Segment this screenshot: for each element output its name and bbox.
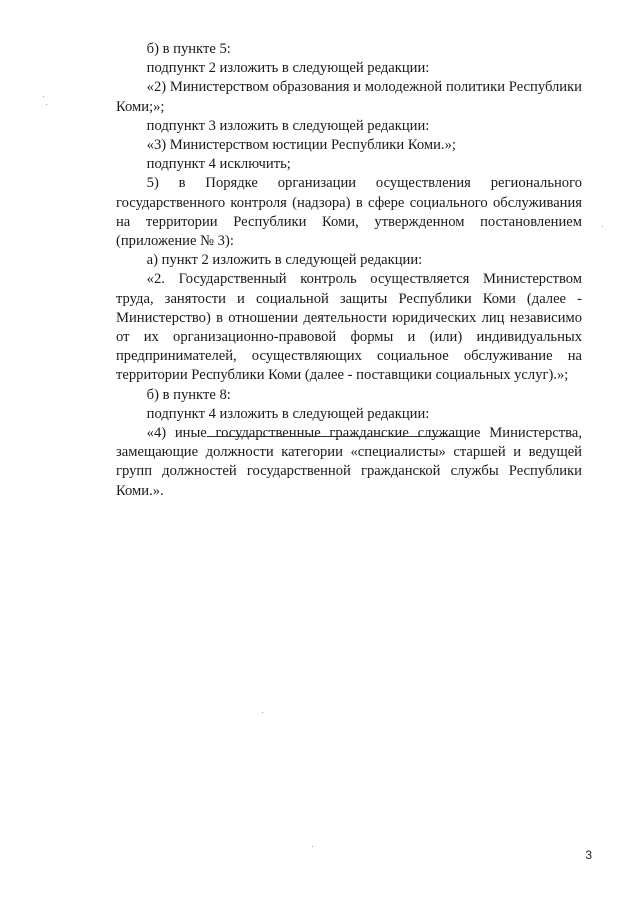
paragraph: «4) иные государственные гражданские служащие Министерства, замещающие должности категории «специалисты» старшей и ведущей групп должностей государственной гражданской службы Республики Коми.». — [116, 425, 582, 499]
paragraph: подпункт 4 изложить в следующей редакции: — [146, 405, 430, 422]
paragraph: «3) Министерством юстиции Республики Коми.»; — [146, 137, 456, 154]
scan-speck — [262, 712, 263, 713]
paragraph: а) пункт 2 изложить в следующей редакции: — [146, 252, 423, 269]
paragraph: 5) в Порядке организации осуществления регионального государственного контроля (надзора) в сфере социального обслуживания на территории Республики Коми, утвержденном постановлением (приложение № 3): — [116, 175, 582, 250]
closing-rule — [207, 436, 463, 437]
paragraph: подпункт 4 исключить; — [146, 156, 291, 173]
document-body — [116, 40, 582, 501]
scan-speck — [602, 226, 603, 227]
page-number: 3 — [585, 848, 592, 862]
paragraph: подпункт 2 изложить в следующей редакции: — [146, 60, 430, 77]
scan-speck — [46, 104, 47, 105]
paragraph: б) в пункте 5: — [146, 41, 231, 57]
scan-speck — [312, 846, 313, 847]
paragraph: «2. Государственный контроль осуществляется Министерством труда, занятости и социальной защиты Республики Коми (далее - Министерство) в отношении деятельности юридических лиц независимо от их организационно-правовой формы и (или) индивидуальных предпринимателей, осуществляющих социальное обслуживание на территории Республики Коми (далее - поставщики социальных услуг).»; — [116, 271, 582, 384]
scan-speck — [43, 96, 44, 97]
paragraph: подпункт 3 изложить в следующей редакции: — [146, 117, 430, 134]
paragraph: «2) Министерством образования и молодежной политики Республики Коми;»; — [116, 79, 582, 115]
paragraph: б) в пункте 8: — [146, 386, 231, 403]
